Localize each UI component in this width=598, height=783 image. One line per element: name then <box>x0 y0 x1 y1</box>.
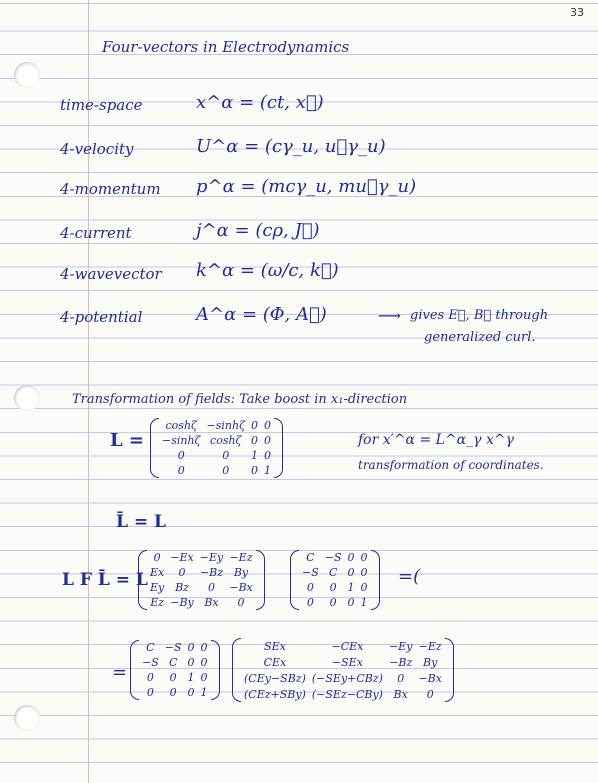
matrix-cell: 0 <box>251 434 259 447</box>
potential-note-line1: gives E⃗, B⃗ through <box>410 308 549 323</box>
matrix-row <box>299 550 371 565</box>
page-number: 33 <box>570 6 584 19</box>
matrix-cell: 0 <box>146 686 154 699</box>
matrix-cell: 0 <box>222 464 230 477</box>
matrix-cell: By <box>423 655 438 669</box>
matrix-row <box>241 670 445 686</box>
matrix-cell: 0 <box>200 656 208 669</box>
page-title: Four-vectors in Electrodynamics <box>102 38 350 56</box>
matrix-cell: 1 <box>200 686 208 699</box>
matrix-row <box>147 550 256 565</box>
matrix-cell: 0 <box>360 551 368 564</box>
matrix-row <box>299 580 371 595</box>
matrix-cell: (CEy−SBz) <box>244 671 306 685</box>
matrix-right-paren <box>274 418 283 478</box>
matrix-cell: −Bz <box>389 655 413 669</box>
vector-equation-current: j^α = (cρ, J⃗) <box>196 220 320 241</box>
arrow-icon: ⟶ <box>378 306 401 325</box>
result-matrix <box>232 638 454 702</box>
matrix-cell: Ex <box>150 566 165 579</box>
matrix-cell: 0 <box>251 419 259 432</box>
matrix-row <box>159 463 274 478</box>
vector-equation-velocity: U^α = (cγ_u, u⃗γ_u) <box>196 136 386 157</box>
matrix-cell: CEx <box>263 655 287 669</box>
vector-equation-wavevector: k^α = (ω/c, k⃗) <box>196 260 339 281</box>
matrix-cell: 0 <box>237 596 245 609</box>
matrix-cell: Bz <box>175 581 189 594</box>
matrix-grid <box>159 418 274 478</box>
vector-equation-potential: A^α = (Φ, A⃗) <box>196 304 327 325</box>
matrix-cell: 0 <box>360 566 368 579</box>
matrix-cell: coshζ <box>210 434 242 447</box>
matrix-cell: C <box>306 551 315 564</box>
potential-note-line2: generalized curl. <box>424 330 536 345</box>
matrix-cell: −Bz <box>199 566 224 579</box>
matrix-cell: 0 <box>146 671 154 684</box>
matrix-cell: 0 <box>347 596 355 609</box>
vector-label-potential: 4-potential <box>60 308 143 326</box>
matrix-row <box>299 595 371 610</box>
matrix-right-paren <box>445 638 454 702</box>
matrix-grid <box>139 640 211 700</box>
coordinate-transformation-note: transformation of coordinates. <box>358 458 544 472</box>
equals-sign: = <box>112 662 128 683</box>
matrix-cell: 1 <box>264 464 272 477</box>
matrix-cell: 0 <box>347 566 355 579</box>
matrix-row <box>299 565 371 580</box>
matrix-cell: 0 <box>306 596 314 609</box>
matrix-cell: 0 <box>426 687 434 701</box>
matrix-cell: −sinhζ <box>206 419 246 432</box>
Lbar-matrix <box>290 550 380 610</box>
matrix-cell: By <box>233 566 249 579</box>
matrix-cell: −SEx <box>331 655 363 669</box>
matrix-cell: C <box>168 656 178 669</box>
vector-label-current: 4-current <box>60 224 132 242</box>
matrix-right-paren <box>371 550 380 610</box>
matrix-cell: C <box>328 566 338 579</box>
vector-equation-time-space: x^α = (ct, x⃗) <box>196 92 324 113</box>
matrix-row <box>159 448 274 463</box>
matrix-right-paren <box>256 550 265 610</box>
matrix-cell: −Bx <box>229 581 253 594</box>
matrix-cell: −Ey <box>199 551 224 564</box>
matrix-cell: −By <box>170 596 194 609</box>
matrix-cell: −S <box>324 551 342 564</box>
matrix-cell: 0 <box>251 464 259 477</box>
matrix-cell: (−SEz−CBy) <box>311 687 383 701</box>
matrix-cell: 0 <box>169 671 177 684</box>
matrix-left-paren <box>150 418 159 478</box>
matrix-left-paren <box>290 550 299 610</box>
matrix-cell: 0 <box>264 449 272 462</box>
CS-matrix <box>130 640 220 700</box>
equation-continuation: =( <box>398 566 421 587</box>
matrix-row <box>241 686 445 702</box>
matrix-cell: Ez <box>150 596 165 609</box>
matrix-cell: 1 <box>360 596 368 609</box>
matrix-cell: Bx <box>204 596 219 609</box>
matrix-grid <box>299 550 371 610</box>
matrix-cell: 0 <box>169 686 177 699</box>
matrix-cell: 0 <box>200 641 208 654</box>
vector-label-wavevector: 4-wavevector <box>60 265 162 283</box>
transformation-heading: Transformation of fields: Take boost in x₁-direction <box>72 392 408 407</box>
LFL-label: L F L̄ = L <box>62 570 148 590</box>
matrix-cell: 0 <box>264 419 272 432</box>
matrix-cell: −Ez <box>418 639 442 653</box>
matrix-right-paren <box>211 640 220 700</box>
matrix-row <box>159 418 274 433</box>
matrix-row <box>139 655 211 670</box>
matrix-cell: (−SEy+CBz) <box>311 671 383 685</box>
matrix-cell: 0 <box>177 464 185 477</box>
matrix-cell: 0 <box>208 581 215 594</box>
matrix-cell: coshζ <box>165 419 197 432</box>
matrix-cell: 0 <box>347 551 355 564</box>
matrix-row <box>147 595 256 610</box>
matrix-row <box>139 685 211 700</box>
matrix-cell: 0 <box>360 581 368 594</box>
matrix-cell: 0 <box>222 449 230 462</box>
matrix-cell: −S <box>142 656 159 669</box>
matrix-cell: Bx <box>393 687 408 701</box>
vector-label-time-space: time-space <box>60 96 143 114</box>
matrix-cell: 0 <box>187 656 195 669</box>
vector-label-velocity: 4-velocity <box>60 140 134 158</box>
matrix-row <box>147 580 256 595</box>
matrix-grid <box>241 638 445 702</box>
matrix-cell: 0 <box>329 596 337 609</box>
matrix-row <box>139 670 211 685</box>
matrix-cell: 0 <box>329 581 337 594</box>
F-matrix <box>138 550 265 610</box>
matrix-cell: −Ex <box>170 551 194 564</box>
matrix-cell: Ey <box>150 581 165 594</box>
matrix-cell: 0 <box>178 566 186 579</box>
matrix-cell: 0 <box>397 671 405 685</box>
matrix-cell: 0 <box>153 551 161 564</box>
matrix-grid <box>147 550 256 610</box>
matrix-cell: SEx <box>264 639 286 653</box>
L-matrix <box>150 418 283 478</box>
matrix-row <box>159 433 274 448</box>
for-relation: for x′^α = L^α_γ x^γ <box>358 432 514 448</box>
matrix-cell: 1 <box>251 449 259 462</box>
matrix-row <box>147 565 256 580</box>
matrix-row <box>241 654 445 670</box>
matrix-cell: 0 <box>200 671 208 684</box>
matrix-cell: −Ez <box>229 551 253 564</box>
matrix-left-paren <box>130 640 139 700</box>
matrix-cell: −S <box>302 566 319 579</box>
matrix-cell: C <box>146 641 155 654</box>
matrix-left-paren <box>138 550 147 610</box>
matrix-cell: 0 <box>306 581 314 594</box>
punch-hole-top <box>14 62 40 88</box>
vector-label-momentum: 4-momentum <box>60 180 161 198</box>
matrix-cell: (CEz+SBy) <box>244 687 306 701</box>
matrix-cell: 0 <box>264 434 272 447</box>
punch-hole-middle <box>14 385 40 411</box>
matrix-cell: 1 <box>187 671 195 684</box>
matrix-cell: 0 <box>187 641 195 654</box>
Lbar-equation: L̄ = L <box>116 512 166 532</box>
punch-hole-bottom <box>14 705 40 731</box>
matrix-cell: 0 <box>177 449 185 462</box>
matrix-row <box>139 640 211 655</box>
matrix-cell: −Bx <box>418 671 442 685</box>
matrix-cell: −sinhζ <box>162 434 201 447</box>
vector-equation-momentum: p^α = (mcγ_u, mu⃗γ_u) <box>196 176 417 197</box>
L-matrix-label: L = <box>110 430 145 451</box>
matrix-left-paren <box>232 638 241 702</box>
matrix-row <box>241 638 445 654</box>
matrix-cell: 1 <box>347 581 355 594</box>
matrix-cell: −S <box>164 641 182 654</box>
matrix-cell: −CEx <box>331 639 364 653</box>
matrix-cell: −Ey <box>388 639 413 653</box>
matrix-cell: 0 <box>187 686 195 699</box>
